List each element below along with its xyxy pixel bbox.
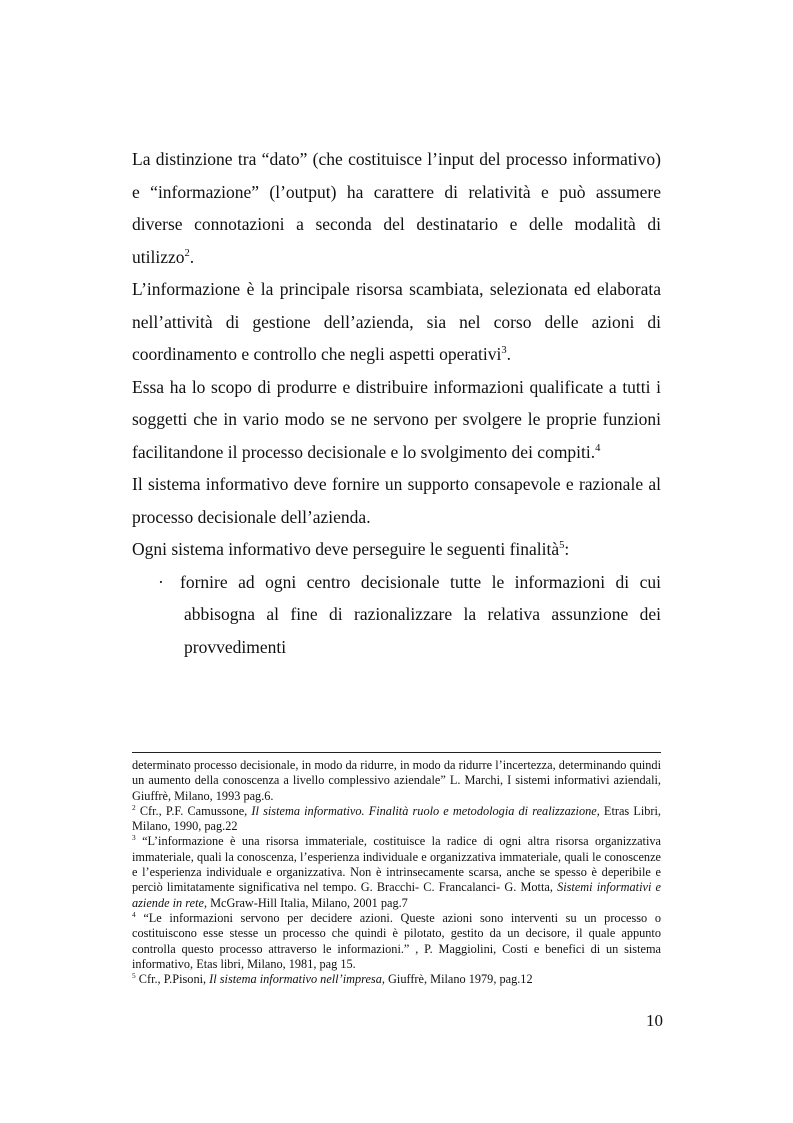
footnote-3-title: Sistemi informativi e aziende in rete [132,880,662,910]
footnote-2-text: Cfr., P.F. Camussone, [139,803,252,818]
paragraph-2-text: L’informazione è la principale risorsa scambiata, selezionata ed elaborata nell’attività di gestione dell’azienda, sia nel corso delle azioni di coordinamento e controllo che negli aspetti operativi [132,279,661,364]
paragraph-3-text: Essa ha lo scopo di produrre e distribuire informazioni qualificate a tutti i soggetti che in vario modo se ne servono per svolgere le proprie funzioni facilitandone il processo decisionale e lo svolgimento dei compiti. [132,376,661,462]
footnote-ref-2[interactable]: 2 [184,247,190,259]
paragraph-3 [132,371,661,469]
footnote-4-text: “Le informazioni servono per decidere azioni. Queste azioni sono interventi su un processo o costituiscono esse stesse un processo che quindi è pilotato, gestito da un decisore, il quale appunto controlla questo processo attraverso le informazioni.” , P. Maggiolini, Costi e benefici di un sistema informativo, Etas libri, Milano, 1981, pag 15. [132,910,661,971]
paragraph-4: Il sistema informativo deve fornire un supporto consapevole e razionale al processo decisionale dell’azienda. [132,474,661,527]
footnote-5-number: 5 [132,971,136,981]
footnote-5-title: Il sistema informativo nell’impresa [209,972,382,987]
page-number: 10 [646,1011,663,1030]
footnote-2-title: Il sistema informativo. Finalità ruolo e metodologia di realizzazione, [251,803,600,818]
body-text [132,143,661,663]
footnote-5 [132,972,661,987]
paragraph-1: La distinzione tra “dato” (che costituisce l’input del processo informativo) e “informazione” (l’output) ha carattere di relatività e può assumere diverse connotazioni a seconda del destinatario e delle modalità di utilizzo$^2$. [132,149,661,267]
footnote-4 [132,911,661,972]
paragraph-2: L’informazione è la principale risorsa scambiata, selezionata ed elaborata nell’attività di gestione dell’azienda, sia nel corso delle azioni di coordinamento e controllo che negli aspetti operativi$^3$. [132,279,661,364]
footnote-5-text: Cfr., P.Pisoni, [138,972,210,987]
footnote-ref-4[interactable]: 4 [595,442,601,454]
footnote-3-source: , McGraw-Hill Italia, Milano, 2001 pag.7 [203,895,408,910]
bullet-item-text: fornire ad ogni centro decisionale tutte le informazioni di cui abbisogna al fine di razionalizzare la relativa assunzione dei provvedimenti [180,571,661,657]
bullet-marker: · [158,571,164,592]
paragraph-5-text: Ogni sistema informativo deve perseguire le seguenti finalità [132,539,560,559]
footnote-3 [132,834,661,910]
footnote-5-source: , Giuffrè, Milano 1979, pag.12 [381,972,533,987]
paragraph-5: Ogni sistema informativo deve perseguire le seguenti finalità$^5$: [132,539,570,559]
footnote-2-source: Etras Libri, Milano, 1990, pag.22 [132,803,662,834]
footnote-ref-3[interactable]: 3 [501,345,507,357]
footnote-3-number: 3 [132,833,136,843]
footnote-continuation: determinato processo decisionale, in modo da ridurre, in modo da ridurre l’incertezza, determinando quindi un aumento della conoscenza a livello complessivo aziendale” L. Marchi, I sistemi informativi aziendali, Giuffrè, Milano, 1993 pag.6. [132,758,661,803]
footnote-2-number: 2 [132,802,136,812]
footnote-4-number: 4 [132,909,136,919]
footnote-3-text: “L’informazione è una risorsa immateriale, costituisce la radice di ogni altra risorsa organizzativa immateriale, quali la conoscenza, l’esperienza individuale e organizzativa immateriale, quali le conoscenze e l’esperienza individuale e organizzativa. Non è intrinsecamente scarsa, anche se spesso è deperibile e perciò limitatamente significativa nel tempo. G. Bracchi- C. Francalanci- G. Motta, [132,834,661,895]
footnote-ref-5[interactable]: 5 [559,540,565,552]
footnotes [132,758,661,987]
bullet-item [132,566,661,664]
footnote-separator [132,752,661,753]
footnote-2 [132,804,661,835]
paragraph-1-text: La distinzione tra “dato” (che costituisce l’input del processo informativo) e “informazione” (l’output) ha carattere di relatività e può assumere diverse connotazioni a seconda del destinatario e delle modalità di utilizzo [132,149,661,267]
